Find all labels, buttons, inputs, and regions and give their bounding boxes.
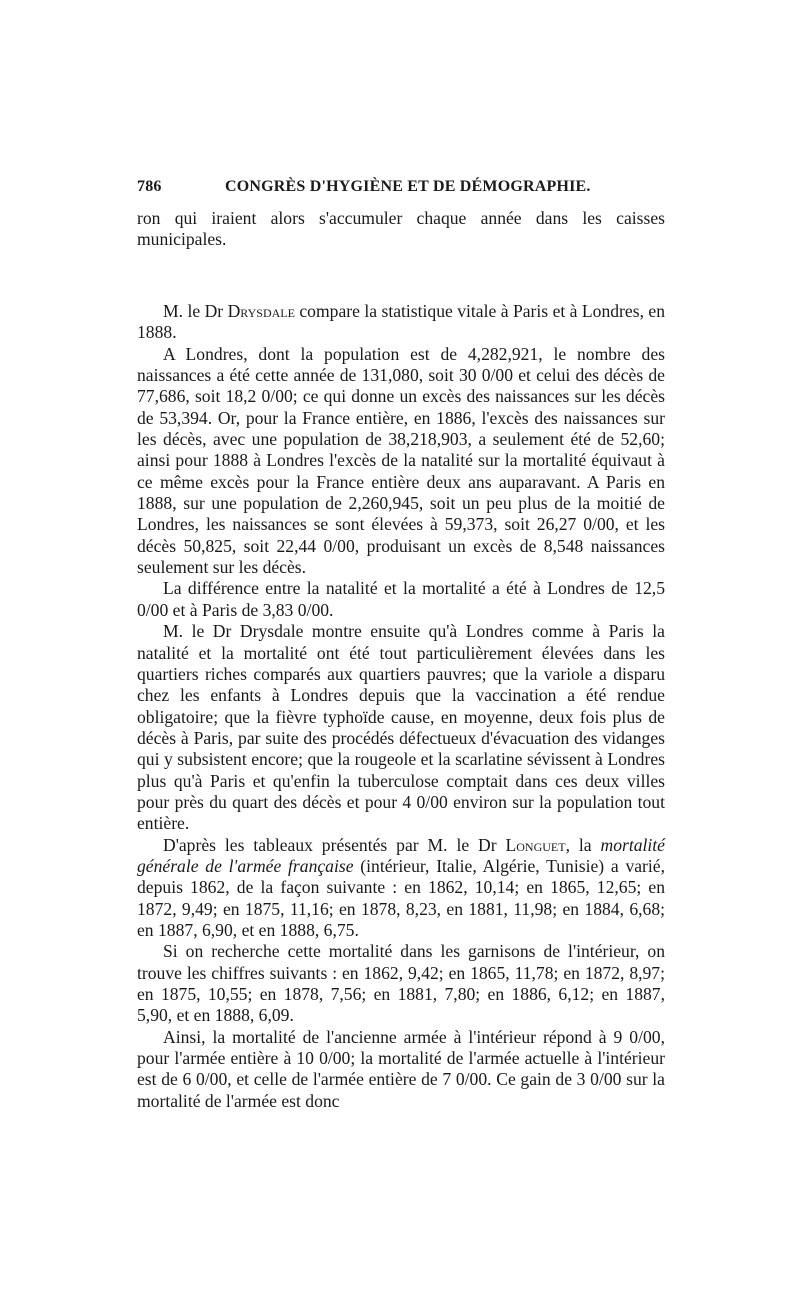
paragraph-longuet bbox=[137, 835, 665, 942]
longuet-mid: , la bbox=[565, 834, 601, 855]
page-number: 786 bbox=[137, 178, 162, 195]
intro-paragraph bbox=[137, 301, 665, 344]
speaker-name-longuet: Longuet bbox=[505, 834, 566, 855]
paragraph-london-stats: A Londres, dont la population est de 4,282,921, le nombre des naissances a été cette année de 131,080, soit 30 0/00 et celui des décès de 77,686, soit 18,2 0/00; ce qui donne un excès des naissances sur les décès de 53,394. Or, pour la France entière, en 1886, l'excès des naissances sur les décès, avec une population de 38,218,903, a seulement été de 52,60; ainsi pour 1888 à Londres l'excès de la natalité sur la mortalité équivaut à ce même excès pour la France entière deux ans auparavant. A Paris en 1888, sur une population de 2,260,945, soit un peu plus de la moitié de Londres, les naissances se sont élevées à 59,373, soit 26,27 0/00, et les décès 50,825, soit 22,44 0/00, produisant un excès de 8,548 naissances seulement sur les décès. bbox=[137, 343, 665, 578]
paragraph-garrisons: Si on recherche cette mortalité dans les garnisons de l'intérieur, on trouve les chiffres suivants : en 1862, 9,42; en 1865, 11,78; en 1872, 8,97; en 1875, 10,55; en 1878, 7,56; en 1881, 7,80; en 1886, 6,12; en 1887, 5,90, et en 1888, 6,09. bbox=[137, 941, 665, 1026]
paragraph-drysdale-quarters: M. le Dr Drysdale montre ensuite qu'à Londres comme à Paris la natalité et la mortalité ont été tout particulièrement élevées dans les quartiers riches comparés aux quartiers pauvres; que la variole a disparu chez les enfants à Londres depuis que la vaccination a été rendue obligatoire; que la fièvre typhoïde cause, en moyenne, deux fois plus de décès à Paris, par suite des procédés défectueux d'évacuation des vidanges qui y subsistent encore; que la rougeole et la scarlatine sévissent à Londres plus qu'à Paris et qu'enfin la tuberculose comptait dans ces deux villes pour près du quart des décès et pour 4 0/00 environ sur la population tout entière. bbox=[137, 621, 665, 834]
running-header bbox=[137, 178, 665, 196]
longuet-italic-title: mortalité générale de l'armée française bbox=[137, 834, 665, 876]
intro-lead: M. le Dr bbox=[163, 301, 228, 321]
speaker-name-drysdale: Drysdale bbox=[227, 301, 295, 321]
body-text bbox=[137, 301, 665, 1112]
continuation-paragraph: ron qui iraient alors s'accumuler chaque année dans les caisses municipales. bbox=[137, 208, 665, 250]
paragraph-difference: La différence entre la natalité et la mortalité a été à Londres de 12,5 0/00 et à Paris de 3,83 0/00. bbox=[137, 578, 665, 620]
continuation-block bbox=[137, 208, 665, 251]
longuet-lead: D'après les tableaux présentés par M. le Dr bbox=[163, 834, 506, 855]
running-title: CONGRÈS D'HYGIÈNE ET DE DÉMOGRAPHIE. bbox=[225, 178, 591, 195]
intro-rest: compare la statistique vitale à Paris et à Londres, en 1888. bbox=[137, 301, 665, 343]
longuet-rest: (intérieur, Italie, Algérie, Tunisie) a varié, depuis 1862, de la façon suivante : en 1862, 10,14; en 1865, 12,65; en 1872, 9,49; en 1875, 11,16; en 1878, 8,23, en 1881, 11,98; en 1884, 6,68; en 1887, 6,90, et en 1888, 6,75. bbox=[137, 855, 666, 940]
paragraph-conclusion: Ainsi, la mortalité de l'ancienne armée à l'intérieur répond à 9 0/00, pour l'armée entière à 10 0/00; la mortalité de l'armée actuelle à l'intérieur est de 6 0/00, et celle de l'armée entière de 7 0/00. Ce gain de 3 0/00 sur la mortalité de l'armée est donc bbox=[137, 1026, 665, 1111]
